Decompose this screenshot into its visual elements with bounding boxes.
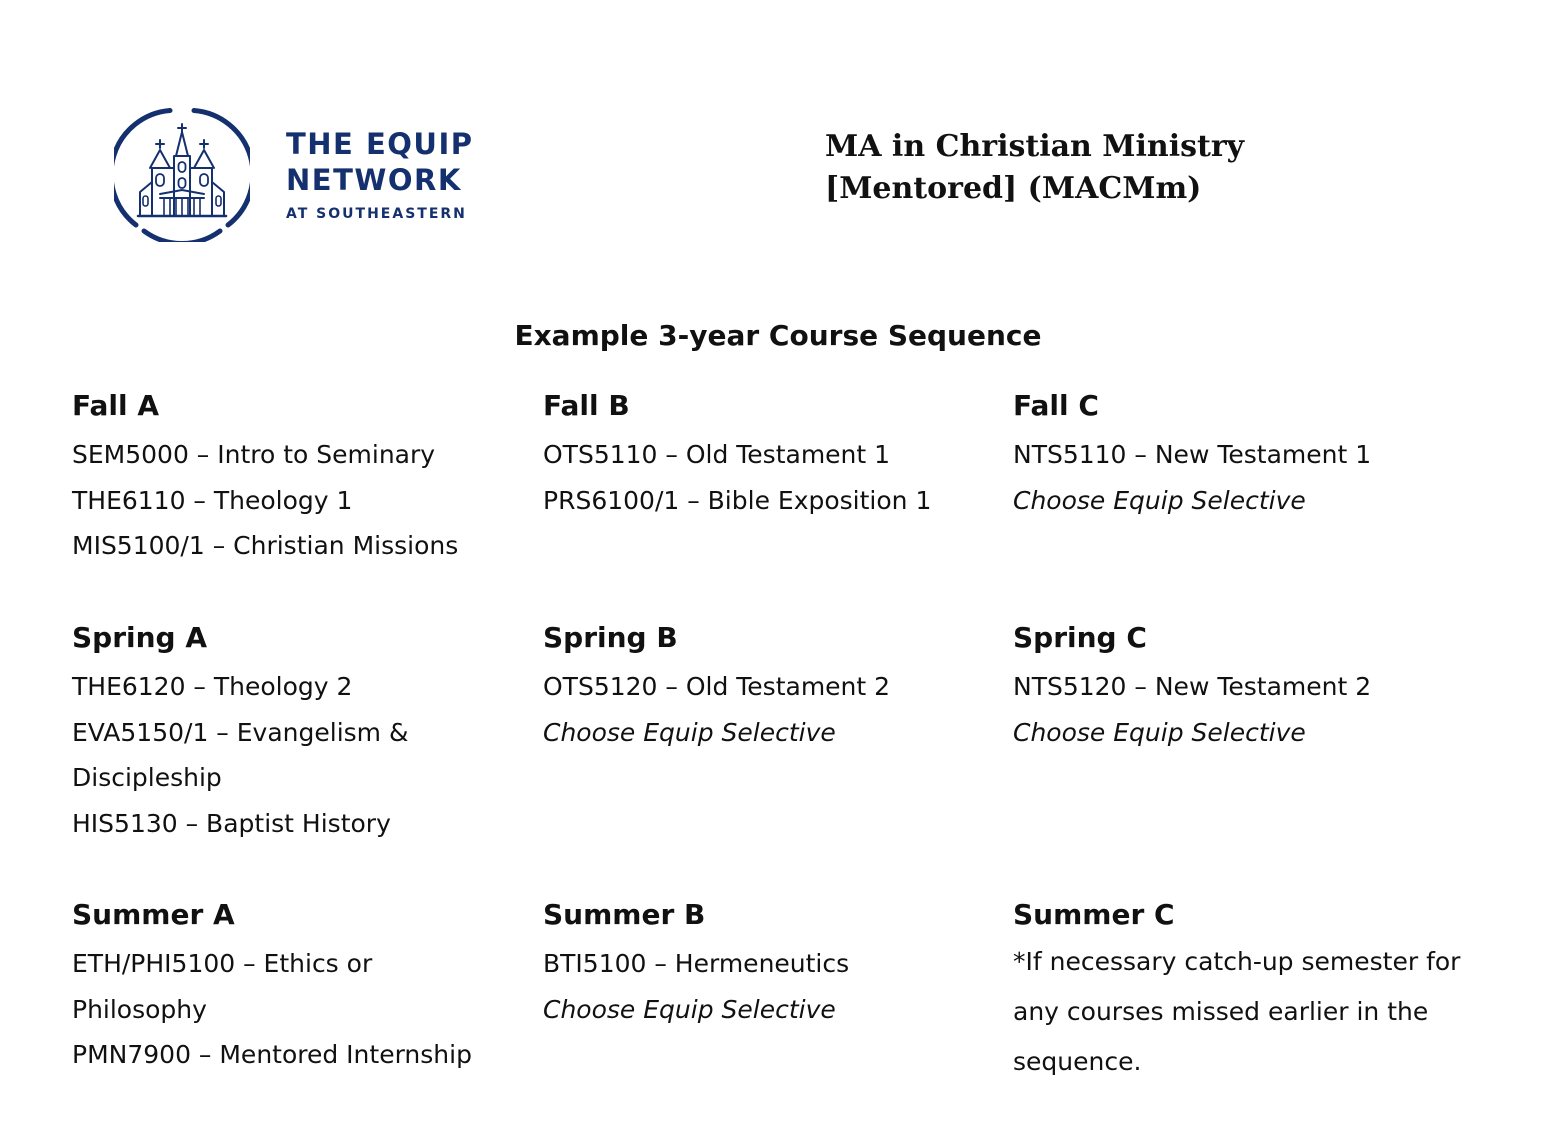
logo-wordmark [286,126,474,225]
course-item: OTS5120 – Old Testament 2 [543,672,891,701]
term-heading: Summer B [543,898,706,931]
logo-line-3: AT SOUTHEASTERN [286,206,467,222]
course-item: PMN7900 – Mentored Internship [72,1040,472,1069]
course-item: ETH/PHI5100 – Ethics or Philosophy [72,949,373,1024]
term-heading: Fall B [543,389,630,422]
term-summer-a [72,895,522,1078]
course-item-selective: Choose Equip Selective [1013,485,1306,515]
course-item-selective: Choose Equip Selective [543,717,836,747]
term-summer-c [1013,895,1463,1087]
course-item: BTI5100 – Hermeneutics [543,949,850,978]
logo-line-2: NETWORK [286,163,462,197]
course-item: HIS5130 – Baptist History [72,808,391,838]
term-fall-a [72,386,522,569]
catch-up-note: *If necessary catch-up semester for any courses missed earlier in the sequence. [1013,947,1461,1076]
course-item: THE6110 – Theology 1 [72,485,353,515]
course-item: NTS5110 – New Testament 1 [1013,440,1372,469]
term-fall-b [543,386,993,523]
term-heading: Spring C [1013,621,1147,654]
course-item: MIS5100/1 – Christian Missions [72,531,459,560]
term-heading: Fall C [1013,389,1099,422]
course-item: EVA5150/1 – Evangelism & Discipleship [72,717,409,792]
term-spring-b [543,618,993,755]
term-heading: Summer A [72,898,235,931]
term-heading: Fall A [72,389,159,422]
course-item: PRS6100/1 – Bible Exposition 1 [543,485,932,515]
term-spring-c [1013,618,1463,755]
course-item: SEM5000 – Intro to Seminary [72,440,436,469]
course-item: NTS5120 – New Testament 2 [1013,672,1372,701]
course-item-selective: Choose Equip Selective [543,994,836,1024]
document-title-line-2: [Mentored] (MACMm) [825,171,1202,206]
term-spring-a [72,618,522,846]
equip-network-logo [114,106,494,246]
course-item: THE6120 – Theology 2 [72,672,353,701]
church-seal-icon [114,106,250,242]
term-summer-b [543,895,993,1032]
document-title [825,126,1385,210]
document-title-line-1: MA in Christian Ministry [825,129,1245,164]
term-heading: Spring A [72,621,208,654]
logo-line-1: THE EQUIP [286,127,474,161]
course-item: OTS5110 – Old Testament 1 [543,440,891,469]
sequence-subtitle: Example 3-year Course Sequence [514,319,1042,352]
course-item-selective: Choose Equip Selective [1013,717,1306,747]
term-fall-c [1013,386,1463,523]
term-heading: Spring B [543,621,678,654]
term-heading: Summer C [1013,898,1175,931]
